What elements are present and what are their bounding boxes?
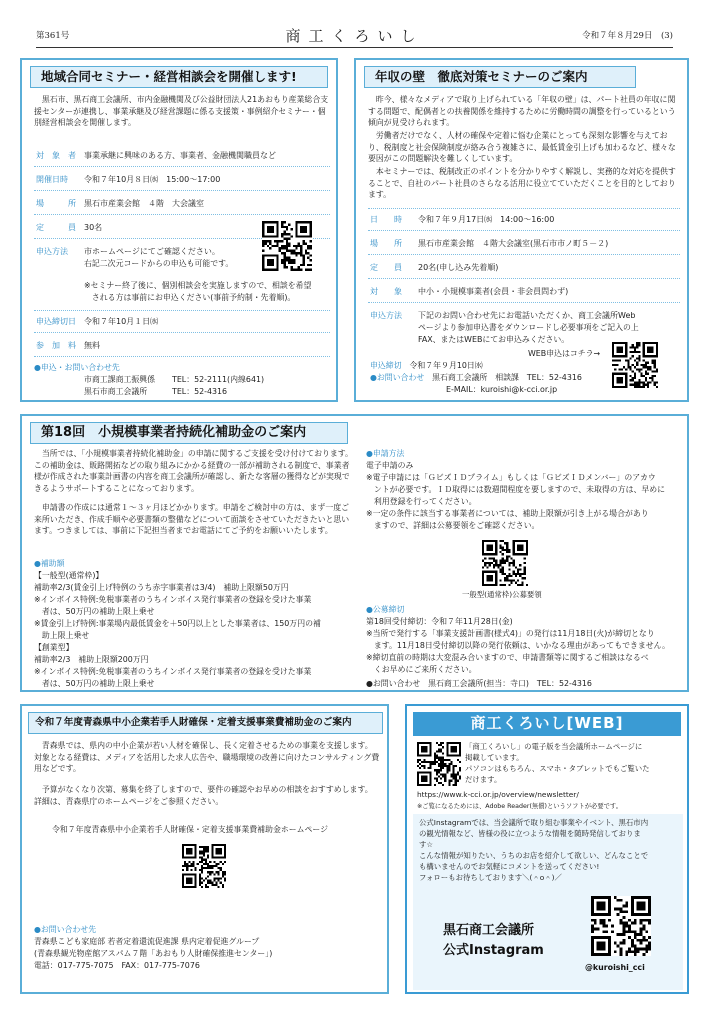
subsidy-startup-head: 【創業型】 — [34, 643, 74, 652]
subsidy-general-line: ※賃金引上げ特例:事業場内最低賃金を＋50円以上とした事業者は、150万円の補 — [34, 619, 321, 628]
subsidy-method-line: ※電子申請には「ＧビズＩＤプライム」もしくは「ＧビズＩＤメンバー」のアカウ — [366, 473, 656, 482]
subsidy-method-head: ●申請方法 — [366, 449, 405, 458]
aomori-contact-line: 電話：017-775-7075 FAX：017-775-7076 — [34, 961, 200, 970]
subsidy-startup-line: ※インボイス特例:免税事業者のうちインボイス発行事業者の登録を受けた事業 — [34, 667, 312, 676]
income-title: 年収の壁 徹底対策セミナーのご案内 — [364, 66, 636, 88]
issue-number: 第361号 — [36, 31, 70, 41]
web-banner: 商工くろいし[WEB] — [413, 712, 681, 736]
subsidy-qr-caption: 一般型(通常枠)公募要領 — [462, 590, 542, 599]
income-apply-line2: ページより参加申込書をダウンロードし必要事項をご記入の上 — [418, 323, 639, 332]
subsidy-general-line: 助上限上乗せ — [34, 631, 90, 640]
subsidy-deadline-line: ※当所で発行する「事業支援計画書(様式4)」の発行は11月18日(火)が締切となり — [366, 629, 655, 638]
aomori-para-2: 予算がなくなり次第、募集を終了しますので、要件の確認やお早めの相談をおすすめします。詳細は、青森県庁のホームページをご参照ください。 — [34, 785, 373, 806]
web-box — [405, 704, 689, 994]
subsidy-method-line: ントが必要です。ＩＤ取得には数週間程度を要しますので、未取得の方は、早めに — [366, 485, 666, 494]
subsidy-general-line: ※インボイス特例:免税事業者のうちインボイス発行事業者の登録を受けた事業 — [34, 595, 312, 604]
aomori-title: 令和７年度青森県中小企業若手人財確保・定着支援事業費補助金のご案内 — [28, 712, 383, 734]
instagram-panel — [413, 814, 683, 990]
qr-pattern — [612, 342, 658, 388]
subsidy-contact: ●お問い合わせ 黒石商工会議所(担当：寺口) TEL：52-4316 — [366, 679, 592, 688]
income-contact: ●お問い合わせ 黒石商工会議所 相談課 TEL：52-4316 — [370, 373, 582, 382]
aomori-contact-head: ●お問い合わせ先 — [34, 925, 97, 934]
web-adobe-note: ※ご覧になるためには、Adobe Reader(無償)というソフトが必要です。 — [417, 803, 623, 810]
income-wall-box: 年収の壁 徹底対策セミナーのご案内 昨今、様々なメディアで取り上げられている「年収の壁」は、パート社員の年収に関する問題で、配偶者との扶養関係を維持するために労働時間の調整を行っているという傾向が見受けられます。 労働者だけでなく、人材の確保や定着に悩む企業にとっても深刻な影響を与えており、税制度と社会保険制度が絡み合う複雑さに、最低賃金引上げも加わるなど、様々な要因がこの問題解決を難しくしています。 本セミナーでは、税制改正のポイントを分かりやすく解説し、実務的な対応を提供することで、自社のパート社員のさらなる活用に役立てていただくことを目的としております。 日 時 令和７年９月17日㈬ 14:00～16:00 場 所 黒石市産業会館 ４階大会議室(黒石市市ノ町５－２) 定 員 20名(申し込み先着順) 対 象 中小・小規模事業者(会員・非会員問わず) 申込方法 下記のお問い合わせ先にお電話いただくか、商工会議所Web ページより参加申込書をダウンロードし必要事項をご記入の上 FAX、またはWEBにてお申込みください。 WEB申込はコチラ→ 申込締切 令和７年９月10日㈬ ●お問い合わせ 黒石商工会議所 相談課 TEL：52-4316 E-MAIL：kuroishi@k-cci.or.jp — [354, 58, 689, 402]
income-deadline: 申込締切 令和７年９月10日㈬ — [370, 361, 483, 370]
insta-line: フォローもお待ちしております＼(＾o＾)／ — [419, 873, 562, 882]
subsidy-method-line: 電子申請のみ — [366, 461, 414, 470]
income-apply-line3: FAX、またはWEBにてお申込みください。 — [418, 335, 570, 344]
aomori-box — [20, 704, 389, 994]
qr-pattern — [591, 896, 651, 956]
insta-line: 公式Instagramでは、当会議所で取り組む事業やイベント、黒石市内 — [419, 818, 649, 827]
subsidy-startup-line: 者は、50万円の補助上限上乗せ — [34, 679, 155, 688]
subsidy-deadline-head: ●公募締切 — [366, 605, 405, 614]
issue-date: 令和７年８月29日 (3) — [582, 31, 673, 41]
seminar-intro: 黒石市、黒石商工会議所、市内金融機関及び公益財団法人21あおもり産業総合支援センターが連携し、事業承継及び経営課題に係る支援策・事例紹介セミナー・個別経営相談会を開催します。 — [34, 95, 329, 128]
insta-line: す☆ — [419, 840, 434, 849]
seminar-box: 地域合同セミナー・経営相談会を開催します! 黒石市、黒石商工会議所、市内金融機関及び公益財団法人21あおもり産業総合支援センターが連携し、事業承継及び経営課題に係る支援策・事例紹介セミナー・個別経営相談会を開催します。 対 象 者 事業承継に興味のある方、事業者、金融機関職員など 開催日時 令和７年10月８日㈬ 15:00～17:00 場 所 黒石市産業会館 ４階 大会議室 定 員 30名 申込方法 市ホームページにてご確認ください。 右記二次元コードからの申込も可能です。 ※セミナー終了後に、個別相談会を実施しますので、相談を希望 される方は事前にお申込ください(事前予約制・先着順)。 申込締切日 令和７年10月１日㈬ 参 加 料 無料 ●申込・お問い合わせ先 市商工課商工振興係 TEL：52-2111(内線641) 黒石市商工会議所 TEL：52-4316 — [20, 58, 338, 402]
subsidy-general-head: 【一般型(通常枠)】 — [34, 571, 104, 580]
income-email: E-MAIL：kuroishi@k-cci.or.jp — [446, 385, 558, 394]
subsidy-title: 第18回 小規模事業者持続化補助金のご案内 — [30, 422, 348, 444]
subsidy-startup-line: 補助率2/3 補助上限額200万円 — [34, 655, 149, 664]
subsidy-method-line: 利用登録を行ってください。 — [366, 497, 477, 506]
page-header — [36, 26, 673, 48]
seminar-contact-head: ●申込・お問い合わせ先 — [34, 363, 120, 372]
qr-pattern — [182, 844, 226, 888]
subsidy-deadline-line: くお早めにご来所ください。 — [366, 665, 477, 674]
aomori-qr-code[interactable] — [182, 844, 226, 888]
insta-line: の観光情報など、皆様の役に立つような情報を随時発信しておりま — [419, 829, 641, 838]
insta-handle[interactable]: @kuroishi_cci — [585, 963, 645, 972]
qr-pattern — [482, 540, 528, 586]
aomori-link-caption[interactable]: 令和７年度青森県中小企業若手人財確保・定着支援事業費補助金ホームページ — [52, 825, 329, 834]
subsidy-deadline-line: ※締切直前の時期は大変混み合いますので、申請書類等に関するご相談はなるべ — [366, 653, 649, 662]
subsidy-method-line: ※一定の条件に該当する事業者については、補助上限額が引き上がる場合があり — [366, 509, 649, 518]
insta-qr-code[interactable] — [591, 896, 651, 956]
income-para-2: 労働者だけでなく、人材の確保や定着に悩む企業にとっても深刻な影響を与えており、税制度と社会保険制度が絡み合う複雑さに、最低賃金引上げも加わるなど、様々な要因がこの問題解決を難しくしています。 — [368, 131, 676, 164]
seminar-qr-code[interactable] — [262, 221, 312, 271]
subsidy-general-line: 者は、50万円の補助上限上乗せ — [34, 607, 155, 616]
web-desc-line: だけます。 — [465, 775, 502, 784]
income-para-3: 本セミナーでは、税制改正のポイントを分かりやすく解説し、実務的な対応を提供することで、自社のパート社員のさらなる活用に役立てていただくことを目的としております。 — [368, 167, 676, 200]
web-desc-line: 「商工くろいし」の電子版を当会議所ホームページに — [465, 742, 643, 751]
web-desc-line: パソコンはもちろん、スマホ・タブレットでもご覧いた — [465, 764, 650, 773]
seminar-contact-org-2: 黒石市商工会議所 — [84, 387, 148, 396]
subsidy-para-1: 当所では、「小規模事業者持続化補助金」の申請に関するご支援を受け付けております。この補助金は、販路開拓などの取り組みにかかる経費の一部が補助される制度で、事業者様が作成された事業計画書の内容を商工会議所が確認し、新たな客層の獲得などが実現できるようサポートすることになっております。 — [34, 449, 353, 493]
subsidy-method-line: ますので、詳細は公募要領をご確認ください。 — [366, 521, 540, 530]
newsletter-title: 商工くろいし — [285, 27, 424, 45]
subsidy-amount-head: ●補助額 — [34, 559, 65, 568]
seminar-note-line2: される方は事前にお申込ください(事前予約制・先着順)。 — [84, 293, 296, 302]
subsidy-box — [20, 414, 689, 692]
aomori-contact-line: (青森県観光物産館アスパム７階「あおもり人財確保推進センター」) — [34, 949, 273, 958]
web-url[interactable]: https://www.k-cci.or.jp/overview/newsletter/ — [417, 790, 579, 799]
aomori-contact-line: 青森県こども家庭部 若者定着還流促進課 県内定着促進グループ — [34, 937, 260, 946]
seminar-title: 地域合同セミナー・経営相談会を開催します! — [30, 66, 328, 88]
aomori-para-1: 青森県では、県内の中小企業が若い人材を確保し、長く定着させるための事業を支援します。対象となる経費は、メディアを活用した求人広告や、職場環境の改善に向けたコンサルティング費用などです。 — [34, 741, 380, 774]
subsidy-qr-code[interactable] — [482, 540, 528, 586]
insta-line: こんな情報が知りたい、うちのお店を紹介して欲しい、どんなことで — [419, 851, 649, 860]
web-desc-line: 掲載しています。 — [465, 753, 524, 762]
seminar-contact-org-1: 市商工課商工振興係 — [84, 375, 156, 384]
seminar-apply-line2: 右記二次元コードからの申込も可能です。 — [84, 259, 234, 268]
subsidy-deadline-line: ます。11月18日受付締切以降の発行依頼は、いかなる理由があってもできません。 — [366, 641, 670, 650]
subsidy-deadline-line: 第18回受付締切：令和７年11月28日(金) — [366, 617, 513, 626]
insta-title-2: 公式Instagram — [443, 943, 544, 958]
insta-title-1: 黒石商工会議所 — [443, 923, 535, 938]
income-web-link[interactable]: WEB申込はコチラ→ — [528, 349, 601, 358]
subsidy-para-2: 申請書の作成には通常１～３ヶ月ほどかかります。申請をご検討中の方は、まず一度ご来所いただき、作成手順や必要書類の整備などについて面談をさせていただきたいと思います。つきましては、事前に下記担当者までお電話にてご予約をお願いいたします。 — [34, 503, 350, 536]
qr-pattern — [262, 221, 312, 271]
qr-pattern — [417, 742, 461, 786]
seminar-note-line1: ※セミナー終了後に、個別相談会を実施しますので、相談を希望 — [84, 281, 312, 290]
insta-line: も構いませんのでお気軽にコメントを送ってください! — [419, 862, 600, 871]
subsidy-general-line: 補助率2/3(賃金引上げ特例のうち赤字事業者は3/4) 補助上限額50万円 — [34, 583, 289, 592]
income-qr-code[interactable] — [612, 342, 658, 388]
seminar-contact-tel-2: TEL：52-4316 — [172, 387, 228, 396]
web-qr-code[interactable] — [417, 742, 461, 786]
seminar-contact-tel-1: TEL：52-2111(内線641) — [172, 375, 265, 384]
income-para-1: 昨今、様々なメディアで取り上げられている「年収の壁」は、パート社員の年収に関する問題で、配偶者との扶養関係を維持するために労働時間の調整を行っているという傾向が見受けられます。 — [368, 95, 676, 128]
